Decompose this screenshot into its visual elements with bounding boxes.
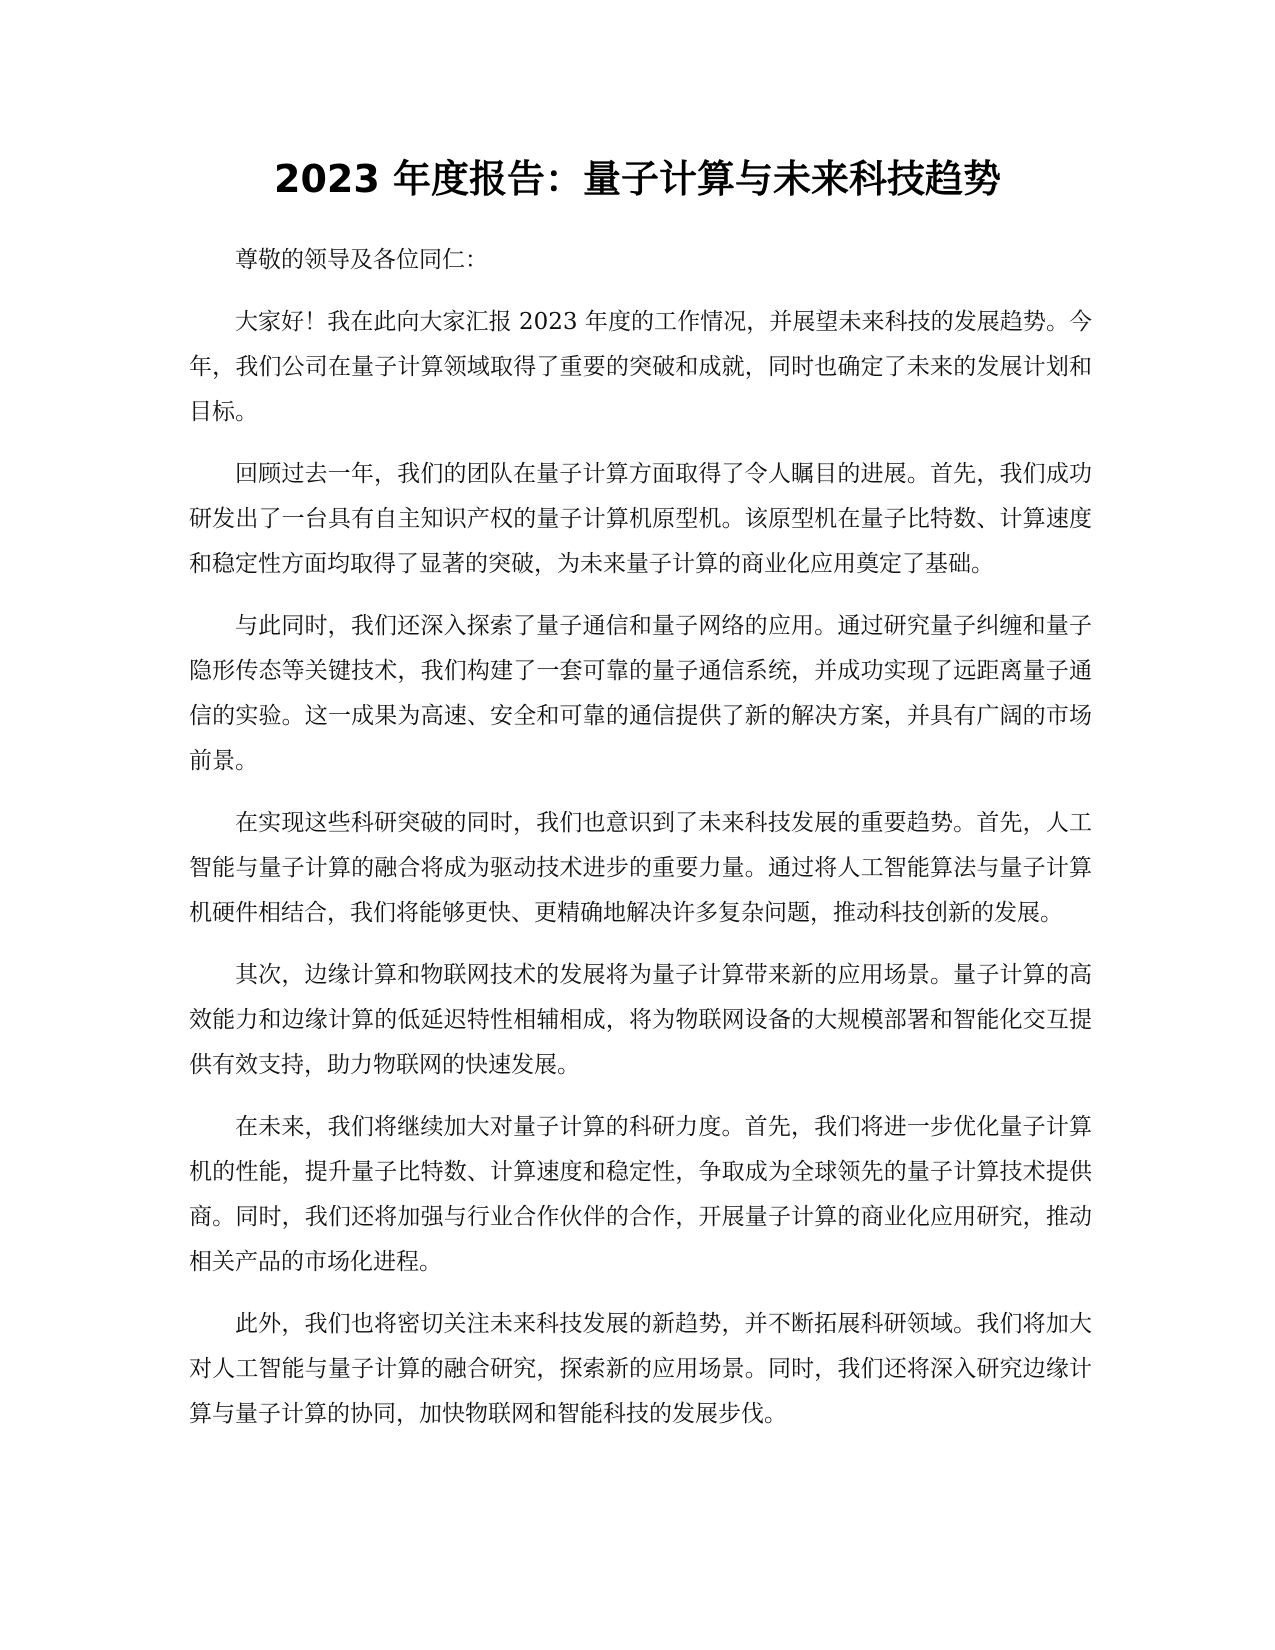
- document-title: 2023 年度报告：量子计算与未来科技趋势: [274, 157, 1001, 201]
- paragraph: 回顾过去一年，我们的团队在量子计算方面取得了令人瞩目的进展。首先，我们成功研发出了一台具有自主知识产权的量子计算机原型机。该原型机在量子比特数、计算速度和稳定性方面均取得了显著的突破，为未来量子计算的商业化应用奠定了基础。: [189, 461, 1092, 577]
- paragraph: 在实现这些科研突破的同时，我们也意识到了未来科技发展的重要趋势。首先，人工智能与量子计算的融合将成为驱动技术进步的重要力量。通过将人工智能算法与量子计算机硬件相结合，我们将能够更快、更精确地解决许多复杂问题，推动科技创新的发展。: [189, 810, 1092, 926]
- paragraph: 其次，边缘计算和物联网技术的发展将为量子计算带来新的应用场景。量子计算的高效能力和边缘计算的低延迟特性相辅相成，将为物联网设备的大规模部署和智能化交互提供有效支持，助力物联网的快速发展。: [189, 962, 1092, 1078]
- salutation: 尊敬的领导及各位同仁：: [235, 247, 488, 273]
- paragraph: 此外，我们也将密切关注未来科技发展的新趋势，并不断拓展科研领域。我们将加大对人工智能与量子计算的融合研究，探索新的应用场景。同时，我们还将深入研究边缘计算与量子计算的协同，加快物联网和智能科技的发展步伐。: [189, 1311, 1092, 1427]
- paragraph: 大家好！我在此向大家汇报 2023 年度的工作情况，并展望未来科技的发展趋势。今年，我们公司在量子计算领域取得了重要的突破和成就，同时也确定了未来的发展计划和目标。: [189, 309, 1092, 425]
- paragraph: 在未来，我们将继续加大对量子计算的科研力度。首先，我们将进一步优化量子计算机的性能，提升量子比特数、计算速度和稳定性，争取成为全球领先的量子计算技术提供商。同时，我们还将加强与行业合作伙伴的合作，开展量子计算的商业化应用研究，推动相关产品的市场化进程。: [189, 1114, 1092, 1275]
- paragraph: 与此同时，我们还深入探索了量子通信和量子网络的应用。通过研究量子纠缠和量子隐形传态等关键技术，我们构建了一套可靠的量子通信系统，并成功实现了远距离量子通信的实验。这一成果为高速、安全和可靠的通信提供了新的解决方案，并具有广阔的市场前景。: [189, 613, 1092, 774]
- document-body: [189, 238, 1092, 1454]
